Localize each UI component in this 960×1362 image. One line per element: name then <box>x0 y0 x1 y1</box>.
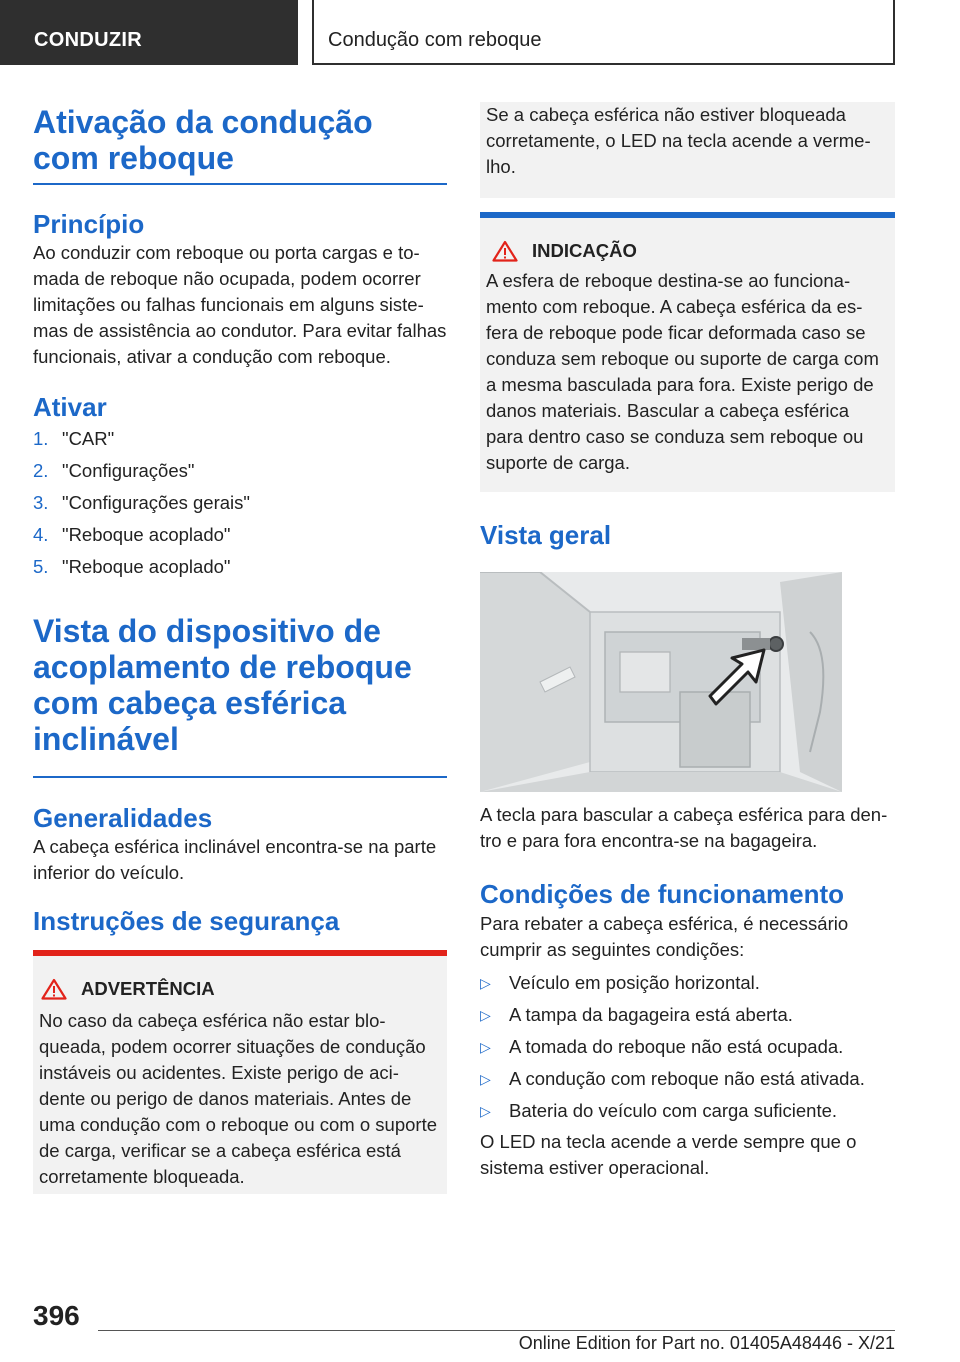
page-number: 396 <box>33 1300 80 1331</box>
activation-title: Ativação da condução com reboque <box>33 104 373 176</box>
chapter-title: Condução com reboque <box>312 0 895 65</box>
triangle-bullet-icon: ▷ <box>480 1103 491 1119</box>
trunk-photo <box>480 572 842 792</box>
warning-triangle-icon <box>492 240 518 262</box>
notice-title: INDICAÇÃO <box>532 240 637 261</box>
conditions-intro: Para rebater a cabeça esférica, é necessário cumprir as seguintes condições: <box>480 913 849 960</box>
activate-heading: Ativar <box>33 392 107 422</box>
trunk-illustration <box>480 572 842 792</box>
conditions-heading: Condições de funcionamento <box>480 879 845 909</box>
overview-heading: Vista geral <box>480 520 612 550</box>
step-item: 5. "Reboque acoplado" <box>33 556 231 577</box>
condition-item: ▷ A condução com reboque não está ativada. <box>480 1063 895 1095</box>
general-heading: Generalidades <box>33 803 213 833</box>
footer-rule <box>98 1330 895 1331</box>
step-item: 2. "Configurações" <box>33 460 195 481</box>
principle-heading: Princípio <box>33 209 145 239</box>
warning-title: ADVERTÊNCIA <box>81 978 215 999</box>
notice-box <box>480 212 895 492</box>
condition-item: ▷ Bateria do veículo com carga suficiente. <box>480 1095 895 1127</box>
notice-text: A esfera de reboque destina-se ao funcionamento com reboque. A cabeça esférica da esfera de reboque pode ficar deformada caso se conduza sem reboque ou suporte de carga com a mesma basculada para fora. Existe perigo de danos materiais. Bascular a cabeça esférica para dentro caso se conduza sem reboque ou suporte de carga. <box>486 270 879 473</box>
step-item: 4. "Reboque acoplado" <box>33 524 231 545</box>
title-rule <box>33 183 447 185</box>
right-column <box>480 104 895 1181</box>
triangle-bullet-icon: ▷ <box>480 1007 491 1023</box>
step-item: 3. "Configurações gerais" <box>33 492 250 513</box>
condition-item: ▷ Veículo em posição horizontal. <box>480 967 895 999</box>
warning-box <box>33 950 447 1194</box>
warning-header <box>33 956 447 1000</box>
left-column <box>33 104 447 1194</box>
continued-box <box>480 102 895 198</box>
section-tab: CONDUZIR <box>0 0 298 65</box>
triangle-bullet-icon: ▷ <box>480 975 491 991</box>
continued-text: Se a cabeça esférica não estiver bloqueada corretamente, o LED na tecla acende a vermelho. <box>486 104 871 177</box>
warning-triangle-icon <box>41 978 67 1000</box>
principle-text: Ao conduzir com reboque ou porta cargas e tomada de reboque não ocupada, podem ocorrer limitações ou falhas funcionais em alguns sistemas de assistência ao condutor. Para evitar falhas funcionais, ativar a condução com reboque. <box>33 242 447 367</box>
conditions-list <box>480 967 895 1127</box>
device-title: Vista do dispositivo de acoplamento de reboque com cabeça esférica inclinável <box>33 613 412 757</box>
condition-item: ▷ A tampa da bagageira está aberta. <box>480 999 895 1031</box>
device-rule <box>33 776 447 778</box>
warning-text: No caso da cabeça esférica não estar bloqueada, podem ocorrer situações de condução instáveis ou acidentes. Existe perigo de acidente ou perigo de danos materiais. Antes de uma condução com o reboque ou com o suporte de carga, verificar se a cabeça esférica está corretamente bloqueada. <box>39 1010 437 1187</box>
activation-steps <box>33 423 447 583</box>
step-item: 1. "CAR" <box>33 428 115 449</box>
edition-text: Online Edition for Part no. 01405A48446 - X/21 <box>518 1333 895 1353</box>
general-text: A cabeça esférica inclinável encontra-se na parte inferior do veículo. <box>33 836 437 883</box>
notice-header <box>480 218 895 262</box>
safety-heading: Instruções de segurança <box>33 906 340 936</box>
condition-item: ▷ A tomada do reboque não está ocupada. <box>480 1031 895 1063</box>
triangle-bullet-icon: ▷ <box>480 1071 491 1087</box>
triangle-bullet-icon: ▷ <box>480 1039 491 1055</box>
overview-caption: A tecla para bascular a cabeça esférica para dentro e para fora encontra-se na bagageira. <box>480 804 888 851</box>
conditions-outro: O LED na tecla acende a verde sempre que o sistema estiver operacional. <box>480 1131 857 1178</box>
